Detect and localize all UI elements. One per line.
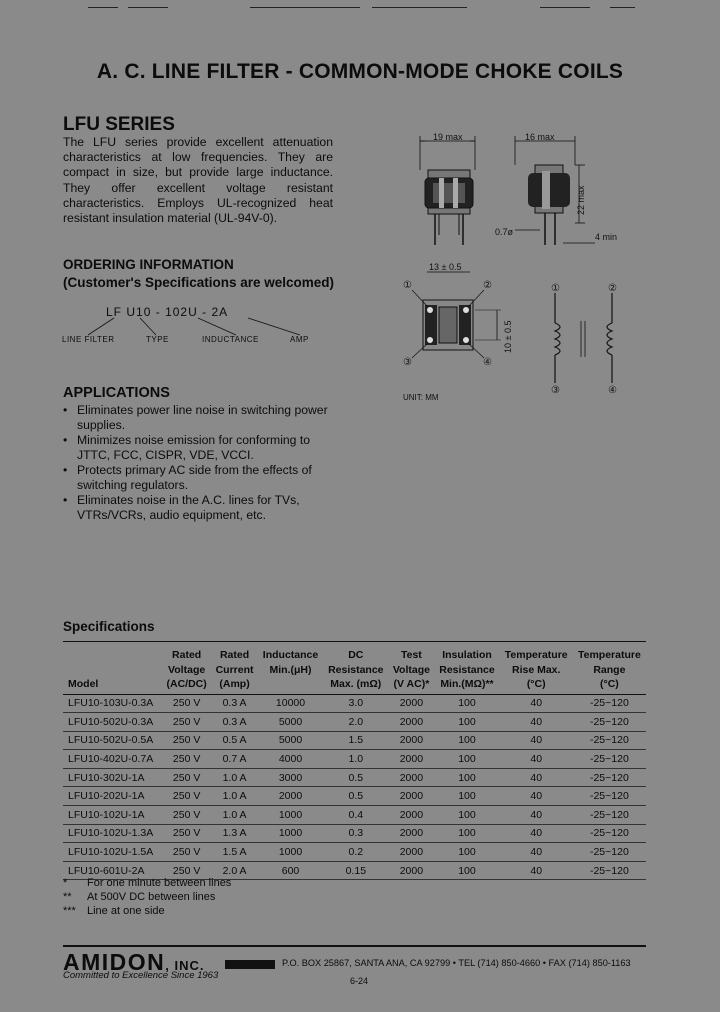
- cell: -25~120: [573, 824, 646, 843]
- pin-label: ④: [608, 385, 617, 396]
- cell: 0.3 A: [211, 713, 258, 732]
- cell: 250 V: [162, 824, 211, 843]
- cell: 4000: [258, 750, 323, 769]
- top-rule: [540, 7, 590, 8]
- dim-pin: 4 min: [595, 232, 618, 242]
- brand-name: AMIDON: [63, 949, 166, 975]
- code-lf: LF: [106, 305, 123, 319]
- table-header-row: [63, 642, 646, 695]
- cell: 5000: [258, 713, 323, 732]
- note: ** At 500V DC between lines: [63, 891, 216, 903]
- cell: 100: [434, 694, 499, 713]
- page-title: A. C. LINE FILTER - COMMON-MODE CHOKE COILS: [96, 60, 624, 83]
- code-amp: 2A: [211, 305, 229, 319]
- dim-lead: 0.7ø: [495, 227, 514, 237]
- cell: -25~120: [573, 768, 646, 787]
- col-header-temp-rise: Temperature Rise Max. (°C): [500, 642, 573, 695]
- cell: 40: [500, 768, 573, 787]
- cell: 2000: [388, 787, 434, 806]
- table-row: [63, 713, 646, 732]
- label-line-filter: LINE FILTER: [62, 335, 115, 344]
- cell: 1.5: [323, 731, 388, 750]
- cell: 2000: [258, 787, 323, 806]
- cell: 250 V: [162, 750, 211, 769]
- table-row: [63, 806, 646, 825]
- cell: -25~120: [573, 731, 646, 750]
- footer-address: P.O. BOX 25867, SANTA ANA, CA 92799 • TEL (714) 850-4660 • FAX (714) 850-1163: [282, 958, 631, 968]
- cell: 40: [500, 731, 573, 750]
- code-type: U10: [126, 305, 152, 319]
- dim-height: 22 max: [576, 185, 586, 215]
- cell: 40: [500, 843, 573, 862]
- cell: 0.5: [323, 768, 388, 787]
- cell-model: LFU10-102U-1.3A: [63, 824, 162, 843]
- note: * For one minute between lines: [63, 877, 232, 889]
- cell: -25~120: [573, 843, 646, 862]
- dim-width: 19 max: [433, 132, 463, 142]
- cell-model: LFU10-103U-0.3A: [63, 694, 162, 713]
- cell: 0.3 A: [211, 694, 258, 713]
- list-item: • Protects primary AC side from the effects of switching regulators.: [63, 463, 333, 493]
- dim-pitch-h: 13 ± 0.5: [429, 262, 462, 272]
- cell: 2.0: [323, 713, 388, 732]
- cell: -25~120: [573, 861, 646, 880]
- cell: 2000: [388, 861, 434, 880]
- top-rule: [250, 7, 360, 8]
- ordering-heading: ORDERING INFORMATION: [63, 257, 234, 272]
- pin-label: ②: [608, 283, 617, 294]
- cell: 1.0 A: [211, 806, 258, 825]
- footer-tagline: Committed to Excellence Since 1963: [63, 970, 219, 981]
- cell: 2000: [388, 731, 434, 750]
- brand-suffix: , INC.: [165, 958, 205, 973]
- cell: 1000: [258, 824, 323, 843]
- col-header-temp-range: Temperature Range (°C): [573, 642, 646, 695]
- top-rule: [88, 7, 118, 8]
- dim-pitch-v: 10 ± 0.5: [503, 320, 513, 353]
- cell: 250 V: [162, 843, 211, 862]
- note: *** Line at one side: [63, 905, 165, 917]
- spec-table: [63, 641, 646, 880]
- series-heading: LFU SERIES: [63, 114, 175, 135]
- cell: -25~120: [573, 750, 646, 769]
- cell: 0.5 A: [211, 731, 258, 750]
- front-view: [420, 136, 475, 245]
- col-header-test-voltage: Test Voltage (V AC)*: [388, 642, 434, 695]
- cell: 40: [500, 861, 573, 880]
- cell: 0.2: [323, 843, 388, 862]
- series-description: The LFU series provide excellent attenuation characteristics at low frequencies. They are compact in size, but provide large inductance. They offer excellent voltage resistant characteristics. Employs UL-recognized heat resistant insulation material (UL-94V-0).: [63, 135, 333, 226]
- page-number: 6-24: [350, 976, 369, 986]
- cell: 0.3: [323, 824, 388, 843]
- label-type: TYPE: [146, 335, 169, 344]
- table-row: [63, 787, 646, 806]
- cell: 100: [434, 750, 499, 769]
- cell-model: LFU10-102U-1.5A: [63, 843, 162, 862]
- cell: 250 V: [162, 731, 211, 750]
- specifications-heading: Specifications: [63, 619, 155, 634]
- cell: 250 V: [162, 694, 211, 713]
- cell: 100: [434, 824, 499, 843]
- brand-bar: [225, 960, 275, 969]
- cell: 100: [434, 843, 499, 862]
- col-header-voltage: Rated Voltage (AC/DC): [162, 642, 211, 695]
- top-rule: [128, 7, 168, 8]
- cell: 100: [434, 806, 499, 825]
- pin-label: ①: [403, 280, 412, 291]
- cell: 1.3 A: [211, 824, 258, 843]
- cell-model: LFU10-502U-0.5A: [63, 731, 162, 750]
- cell-model: LFU10-502U-0.3A: [63, 713, 162, 732]
- label-inductance: INDUCTANCE: [202, 335, 259, 344]
- pin-label: ③: [403, 357, 412, 368]
- cell: 3.0: [323, 694, 388, 713]
- spec-notes: [63, 876, 231, 918]
- cell: 40: [500, 694, 573, 713]
- cell: 2000: [388, 843, 434, 862]
- dim-depth: 16 max: [525, 132, 555, 142]
- cell: 40: [500, 824, 573, 843]
- cell: 1000: [258, 806, 323, 825]
- cell: 0.5: [323, 787, 388, 806]
- cell: 100: [434, 861, 499, 880]
- schematic-symbol: [555, 293, 612, 383]
- code-inductance: 102U: [165, 305, 198, 319]
- cell: 1.5 A: [211, 843, 258, 862]
- cell: 100: [434, 787, 499, 806]
- applications-heading: APPLICATIONS: [63, 385, 170, 401]
- cell: 3000: [258, 768, 323, 787]
- pin-label: ④: [483, 357, 492, 368]
- cell: 1.0 A: [211, 768, 258, 787]
- cell: -25~120: [573, 787, 646, 806]
- cell: 40: [500, 713, 573, 732]
- applications-list: [63, 403, 333, 523]
- cell: 10000: [258, 694, 323, 713]
- list-item: • Eliminates power line noise in switching power supplies.: [63, 403, 333, 433]
- cell: 250 V: [162, 806, 211, 825]
- cell: 1.0 A: [211, 787, 258, 806]
- ordering-subheading: (Customer's Specifications are welcomed): [63, 275, 335, 290]
- cell: 100: [434, 768, 499, 787]
- cell: 1000: [258, 843, 323, 862]
- cell: 2000: [388, 750, 434, 769]
- pin-label: ①: [551, 283, 560, 294]
- table-row: [63, 731, 646, 750]
- cell: 100: [434, 731, 499, 750]
- cell: 0.15: [323, 861, 388, 880]
- cell-model: LFU10-402U-0.7A: [63, 750, 162, 769]
- col-header-inductance: Inductance Min.(μH): [258, 642, 323, 695]
- col-header-current: Rated Current (Amp): [211, 642, 258, 695]
- unit-label: UNIT: MM: [403, 393, 439, 402]
- table-row: [63, 750, 646, 769]
- code-dash: -: [202, 305, 208, 319]
- table-row: [63, 824, 646, 843]
- cell: -25~120: [573, 713, 646, 732]
- cell: 40: [500, 787, 573, 806]
- footer-rule: [63, 945, 646, 947]
- top-rule: [610, 7, 635, 8]
- cell: 100: [434, 713, 499, 732]
- pin-label: ③: [551, 385, 560, 396]
- cell: 2000: [388, 694, 434, 713]
- cell-model: LFU10-302U-1A: [63, 768, 162, 787]
- cell: 600: [258, 861, 323, 880]
- cell-model: LFU10-102U-1A: [63, 806, 162, 825]
- list-item: • Minimizes noise emission for conforming to JTTC, FCC, CISPR, VDE, VCCI.: [63, 433, 333, 463]
- cell: 2000: [388, 713, 434, 732]
- cell: 250 V: [162, 861, 211, 880]
- table-row: [63, 768, 646, 787]
- list-item: • Eliminates noise in the A.C. lines for TVs, VTRs/VCRs, audio equipment, etc.: [63, 493, 333, 523]
- component-drawing: [395, 125, 665, 410]
- cell: 250 V: [162, 787, 211, 806]
- cell: -25~120: [573, 694, 646, 713]
- cell-model: LFU10-202U-1A: [63, 787, 162, 806]
- table-row: [63, 694, 646, 713]
- col-header-model: Model: [63, 642, 162, 695]
- cell: 2000: [388, 824, 434, 843]
- cell: 2000: [388, 806, 434, 825]
- top-rule: [372, 7, 467, 8]
- label-amp: AMP: [290, 335, 309, 344]
- cell: 250 V: [162, 768, 211, 787]
- cell: 0.4: [323, 806, 388, 825]
- cell: 2000: [388, 768, 434, 787]
- cell: 5000: [258, 731, 323, 750]
- col-header-resistance: DC Resistance Max. (mΩ): [323, 642, 388, 695]
- cell-model: LFU10-601U-2A: [63, 861, 162, 880]
- table-row: [63, 843, 646, 862]
- cell: 0.7 A: [211, 750, 258, 769]
- cell: 1.0: [323, 750, 388, 769]
- cell: 2.0 A: [211, 861, 258, 880]
- cell: 40: [500, 806, 573, 825]
- col-header-insulation: Insulation Resistance Min.(MΩ)**: [434, 642, 499, 695]
- pin-label: ②: [483, 280, 492, 291]
- code-dash: -: [155, 305, 161, 319]
- cell: 250 V: [162, 713, 211, 732]
- cell: 40: [500, 750, 573, 769]
- cell: -25~120: [573, 806, 646, 825]
